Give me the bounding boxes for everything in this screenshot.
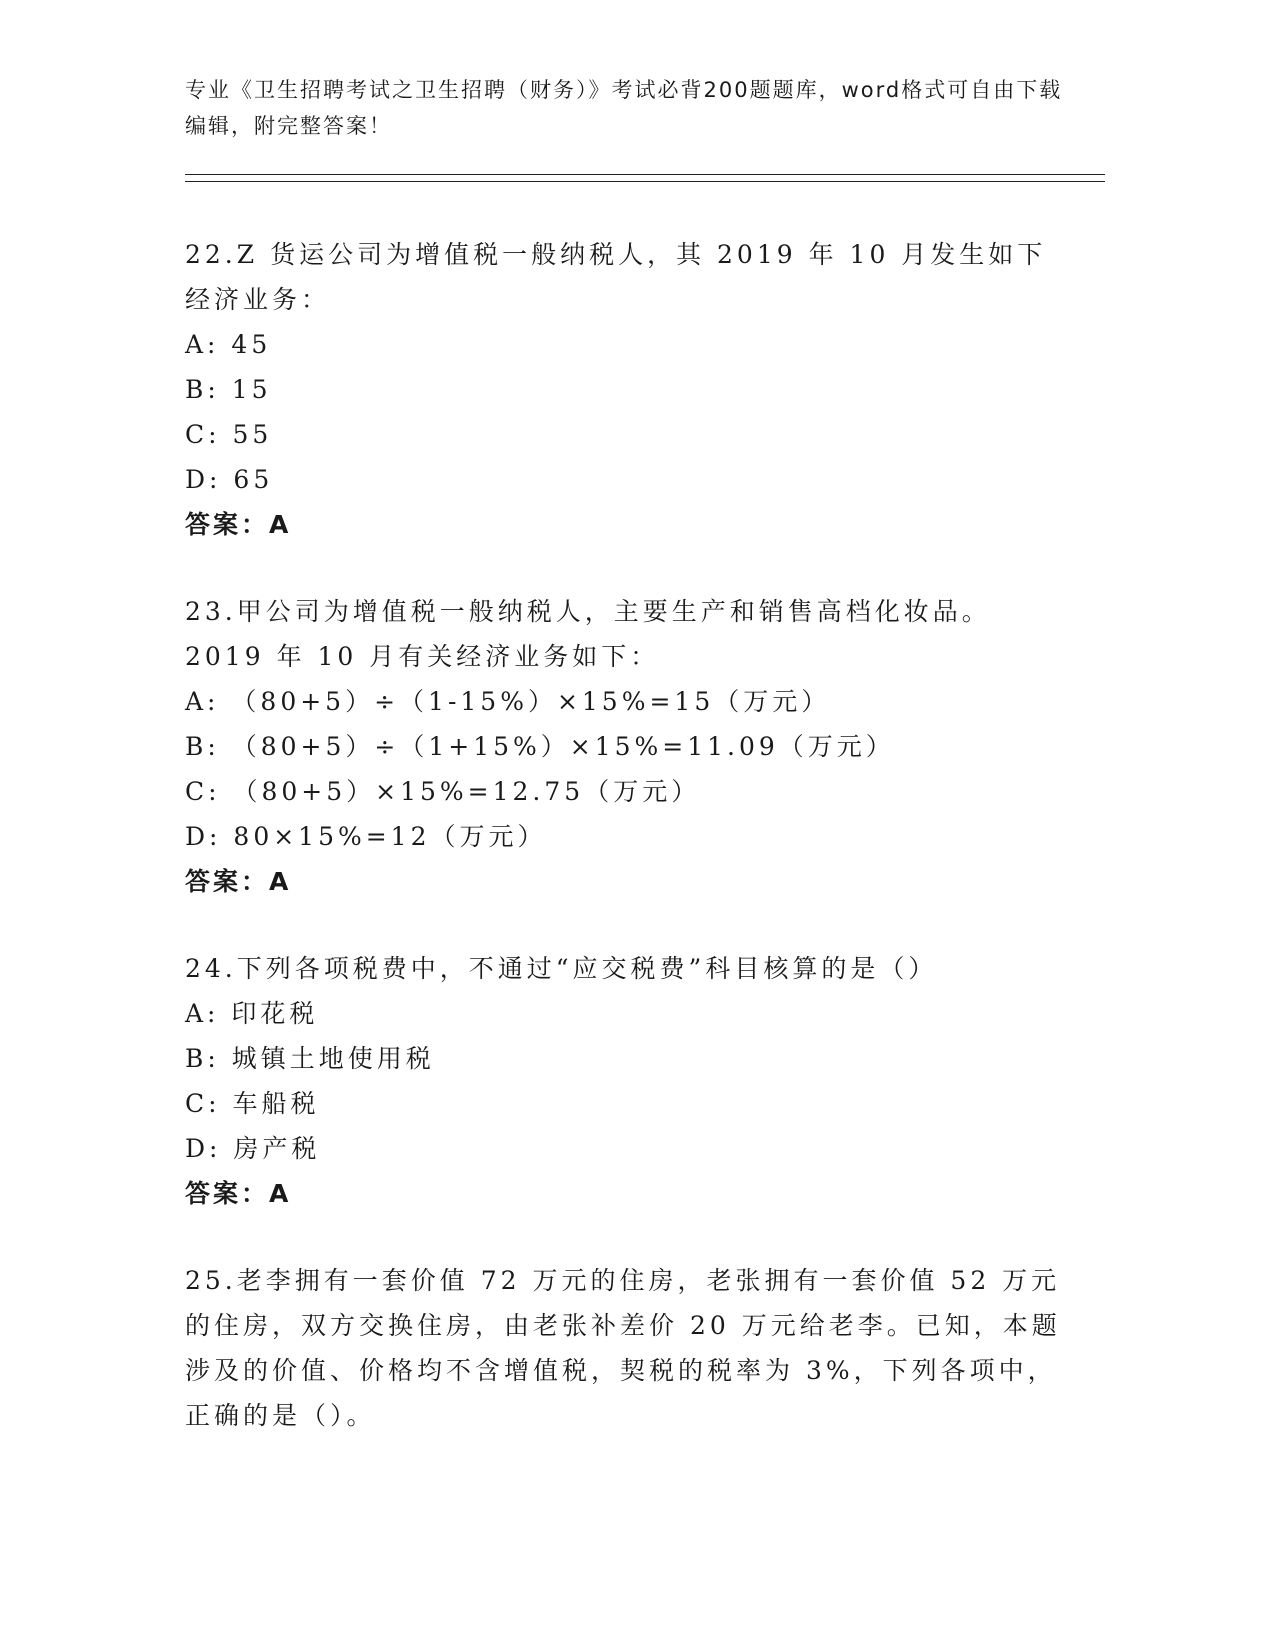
question-stem: 25.老李拥有一套价值 72 万元的住房，老张拥有一套价值 52 万元的住房，双方交换住房，由老张补差价 20 万元给老李。已知，本题涉及的价值、价格均不含增值税，契税的税率为 3%，下列各项中，正确的是（）。	[185, 1266, 1061, 1430]
option-c: C: 车船税	[185, 1089, 320, 1118]
question-22	[185, 232, 1065, 547]
question-24	[185, 946, 1065, 1216]
question-23	[185, 589, 1065, 904]
answer-line: 答案：A	[185, 510, 292, 539]
document-header: 专业《卫生招聘考试之卫生招聘（财务）》考试必背200题题库，word格式可自由下载编辑，附完整答案！	[185, 78, 1063, 138]
answer-line: 答案：A	[185, 1179, 292, 1208]
option-d: D: 65	[185, 465, 274, 494]
option-b: B: 城镇土地使用税	[185, 1044, 435, 1073]
header-divider-top	[185, 174, 1105, 175]
question-stem: 23.甲公司为增值税一般纳税人，主要生产和销售高档化妆品。2019 年 10 月有关经济业务如下：	[185, 597, 991, 671]
question-25	[185, 1258, 1065, 1438]
question-stem: 22.Z 货运公司为增值税一般纳税人，其 2019 年 10 月发生如下经济业务：	[185, 240, 1047, 314]
option-d: D: 80×15%=12（万元）	[185, 822, 547, 851]
question-list	[185, 232, 1065, 1480]
question-stem: 24.下列各项税费中，不通过“应交税费”科目核算的是（）	[185, 954, 938, 983]
header-divider-bottom	[185, 181, 1105, 182]
option-d: D: 房产税	[185, 1134, 321, 1163]
option-b: B: 15	[185, 375, 272, 404]
option-b: B: （80+5）÷（1+15%）×15%=11.09（万元）	[185, 732, 895, 761]
option-a: A: 45	[185, 330, 272, 359]
option-a: A: 印花税	[185, 999, 319, 1028]
option-a: A: （80+5）÷（1-15%）×15%=15（万元）	[185, 687, 831, 716]
answer-line: 答案：A	[185, 867, 292, 896]
option-c: C: 55	[185, 420, 273, 449]
option-c: C: （80+5）×15%=12.75（万元）	[185, 777, 701, 806]
